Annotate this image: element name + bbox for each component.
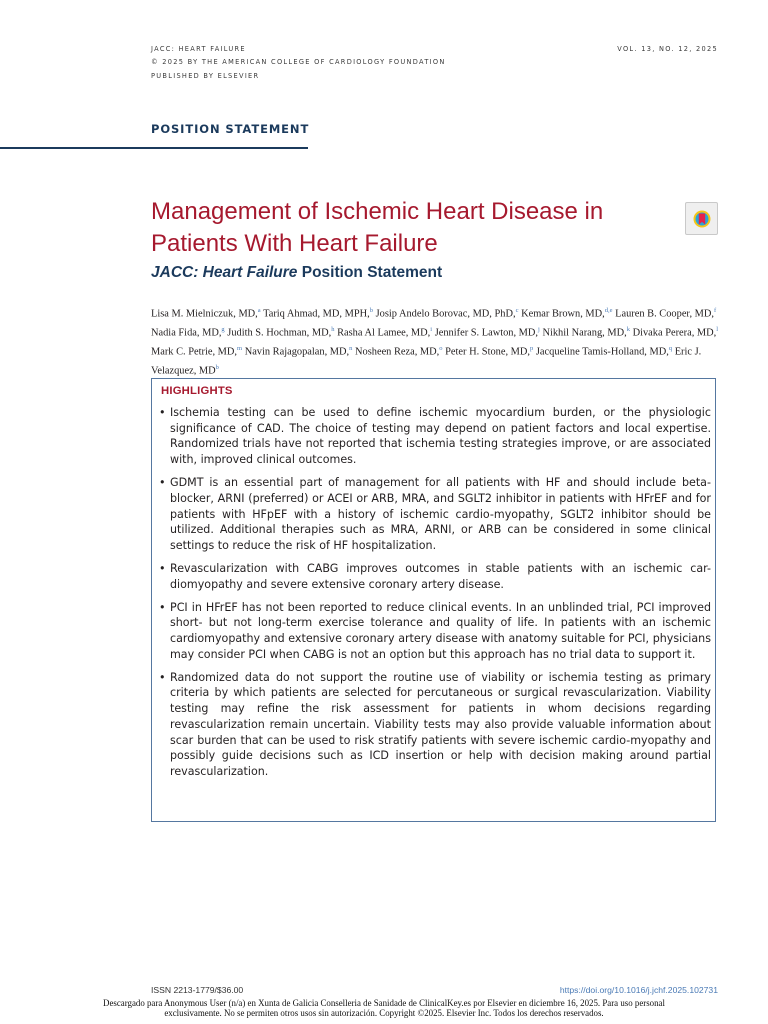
subtitle-rest: Position Statement [301,264,443,281]
author-name: Judith S. Hochman, MD, [227,327,332,339]
issn-line: ISSN 2213-1779/$36.00 [151,985,244,995]
article-title: Management of Ischemic Heart Disease in Patients With Heart Failure [151,198,604,257]
article-subtitle [151,264,442,282]
author-name: Eric J. Velazquez, MD [151,346,702,377]
affiliation-marker[interactable]: g [221,326,225,334]
affiliation-marker[interactable]: c [515,307,519,314]
journal-name: JACC: HEART FAILURE [151,45,246,53]
section-label: POSITION STATEMENT [151,122,310,136]
highlights-box [151,378,716,822]
subtitle-journal: JACC: Heart Failure [151,264,298,281]
author-name: Kemar Brown, MD, [521,308,605,320]
affiliation-marker[interactable]: j [538,326,540,334]
affiliation-marker[interactable]: b [215,364,219,372]
affiliation-marker[interactable]: q [668,345,673,353]
affiliation-marker[interactable]: a [257,307,261,314]
affiliation-marker[interactable]: k [626,326,630,334]
affiliation-marker[interactable]: h [331,326,335,334]
copyright-line: © 2025 BY THE AMERICAN COLLEGE OF CARDIOLOGY FOUNDATION [151,58,446,66]
affiliation-marker[interactable]: o [439,345,443,353]
highlight-item: • Ischemia testing can be used to define ischemic myocardium burden, or the physiologic significance of CAD. The choice of testing may depend on patient factors and local expertise. Randomized trials have not reported that ischemia testing strategies improve, or are associated with, improved clinical outcomes. [159,405,711,468]
affiliation-marker[interactable]: f [714,307,717,314]
author-name: Navin Rajagopalan, MD, [244,346,350,358]
affiliation-marker[interactable]: n [349,345,353,353]
highlight-item: • Revascularization with CABG improves outcomes in stable patients with an ischemic car-diomyopathy and severe extensive coronary artery disease. [159,561,711,592]
author-name: Nadia Fida, MD, [151,327,222,339]
affiliation-marker[interactable]: p [530,345,534,353]
author-name: Divaka Perera, MD, [632,327,717,339]
author-name: Lisa M. Mielniczuk, MD, [151,308,258,320]
crossmark-button[interactable] [685,202,718,235]
affiliation-marker[interactable]: m [237,345,243,353]
author-list [151,303,721,379]
highlight-item: • PCI in HFrEF has not been reported to reduce clinical events. In an unblinded trial, PCI improved short- but not long-term exercise tolerance and quality of life. In patients with an ischemic cardiomyopathy and extensive coronary artery disease with anatomy suitable for PCI, physicians may consider PCI when CABG is not an option but this approach has no trial data to support it. [159,600,711,663]
author-name: Lauren B. Cooper, MD, [615,308,715,320]
highlights-title: HIGHLIGHTS [161,385,233,397]
affiliation-marker[interactable]: d,e [604,307,613,314]
author-name: Nosheen Reza, MD, [355,346,440,358]
author-name: Jennifer S. Lawton, MD, [434,327,539,339]
download-disclaimer: Descargado para Anonymous User (n/a) en Xunta de Galicia Conselleria de Sanidade de ClinicalKey.es por Elsevier en diciembre 16, 2025. Para uso personal exclusivamente. No se permiten otros usos sin autorización. Copyright ©2025. Elsevier Inc. Todos los derechos reservados. [103,998,665,1019]
affiliation-marker[interactable]: i [430,326,433,334]
volume-info: VOL. 13, NO. 12, 2025 [617,45,718,53]
highlight-item: • GDMT is an essential part of management for all patients with HF and should include beta-blocker, ARNI (preferred) or ACEI or ARB, MRA, and SGLT2 inhibitor in patients with HFrEF and for patients with HFpEF with a history of ischemic cardio-myopathy, SGLT2 inhibitor should be utilized. Additional therapies such as MRA, ARNI, or ARB can be considered in some clinical settings to reduce the risk of HF hospitalization. [159,475,711,554]
author-name: Mark C. Petrie, MD, [151,346,238,358]
crossmark-bookmark-icon [692,209,712,229]
affiliation-marker[interactable]: b [369,307,373,314]
author-name: Nikhil Narang, MD, [542,327,627,339]
highlights-list [159,405,711,787]
publisher-line: PUBLISHED BY ELSEVIER [151,72,260,80]
author-name: Josip Andelo Borovac, MD, PhD, [375,308,516,320]
author-name: Rasha Al Lamee, MD, [337,327,431,339]
section-divider [0,147,308,149]
author-name: Jacqueline Tamis-Holland, MD, [535,346,669,358]
author-name: Peter H. Stone, MD, [445,346,530,358]
doi-link[interactable]: https://doi.org/10.1016/j.jchf.2025.102731 [559,985,718,995]
author-name: Tariq Ahmad, MD, MPH, [263,308,370,320]
affiliation-marker[interactable]: l [716,326,719,334]
highlight-item: • Randomized data do not support the routine use of viability or ischemia testing as primary criteria by which patients are selected for percutaneous or surgical revascularization. Viability testing may refine the risk assessment for patients in whom decisions regarding revascularization remain uncertain. Viability tests may also provide valuable information about scar burden that can be used to risk stratify patients with severe ischemic cardio-myopathy and possibly guide decisions such as ICD insertion or help with decision making around partial revascularization. [159,670,711,780]
